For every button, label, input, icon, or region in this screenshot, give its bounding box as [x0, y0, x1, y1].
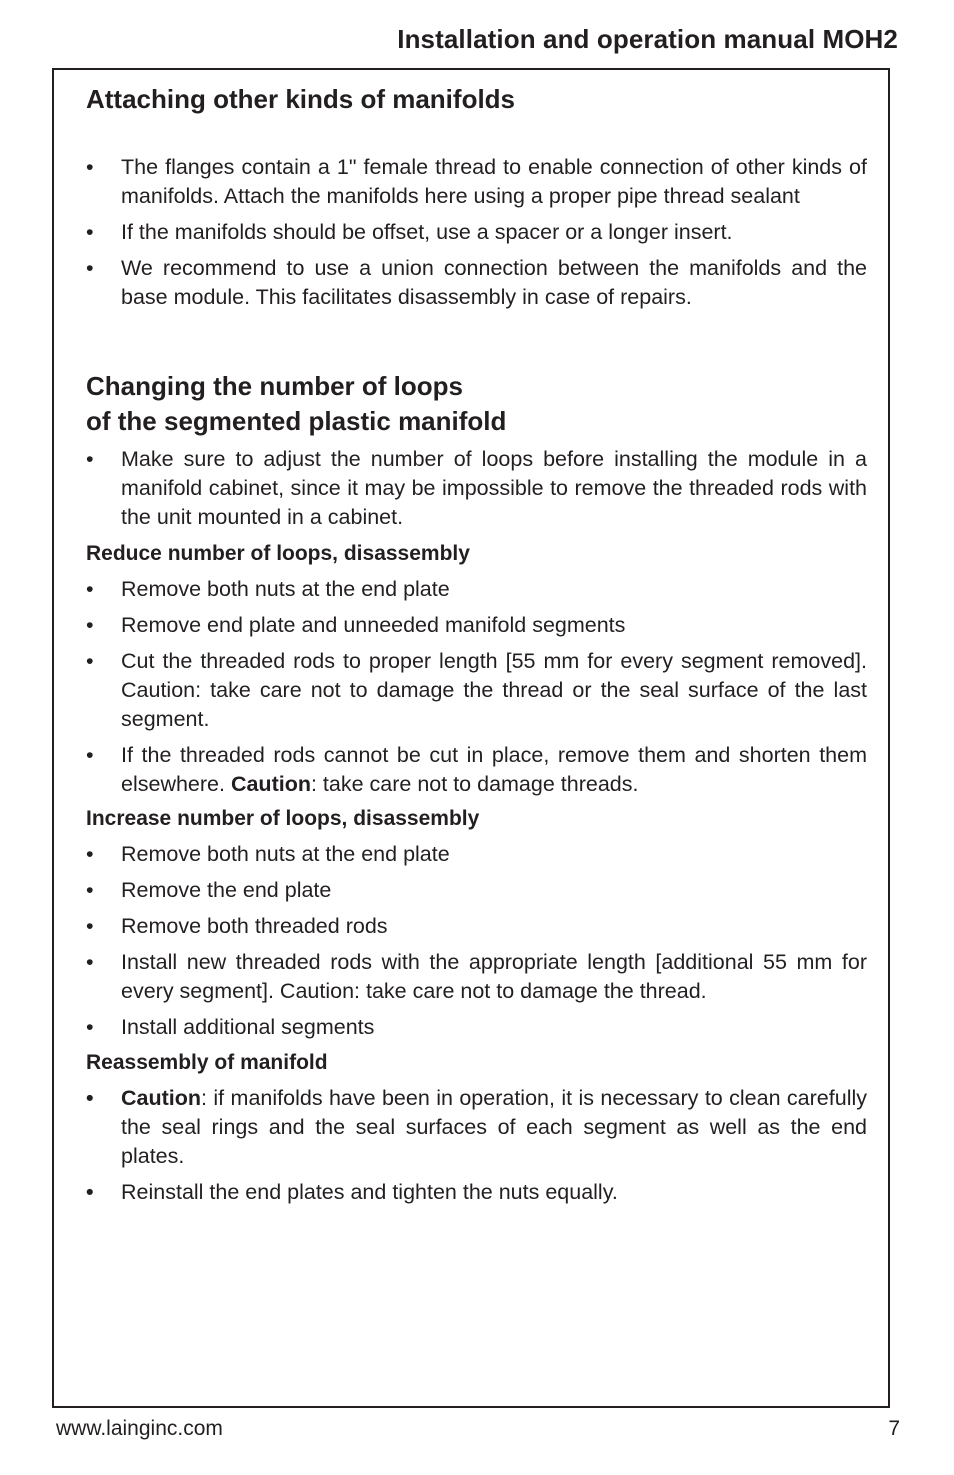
section-heading-changing: [86, 369, 506, 439]
list-item: • If the manifolds should be offset, use a spacer or a longer insert.: [86, 218, 867, 247]
bullet: •: [86, 220, 94, 244]
reassembly-list: [86, 1084, 867, 1214]
bullet: •: [86, 155, 94, 179]
list-item: • Remove both nuts at the end plate: [86, 575, 867, 604]
heading-line-2: of the segmented plastic manifold: [86, 406, 507, 436]
bullet: •: [86, 1180, 94, 1204]
bullet: •: [86, 950, 94, 974]
list-item: • Cut the threaded rods to proper length [55 mm for every segment removed]. Caution: take care not to damage the thread or the seal surface of the last segment.: [86, 649, 867, 731]
subheading-reassembly: Reassembly of manifold: [86, 1051, 328, 1074]
footer-url: www.lainginc.com: [56, 1417, 223, 1440]
bullet: •: [86, 914, 94, 938]
list-item: • Reinstall the end plates and tighten the nuts equally.: [86, 1178, 867, 1207]
list-item: • Remove end plate and unneeded manifold segments: [86, 611, 867, 640]
bullet: •: [86, 256, 94, 280]
list-item: • Remove the end plate: [86, 876, 867, 905]
section-heading-attaching: Attaching other kinds of manifolds: [86, 84, 516, 114]
bullet: •: [86, 649, 94, 673]
bullet: •: [86, 1086, 94, 1110]
caution-label: Caution: [121, 1086, 202, 1110]
list-item: • Install new threaded rods with the appropriate length [additional 55 mm for every segment]. Caution: take care not to damage the thread.: [86, 950, 867, 1003]
bullet: •: [86, 613, 94, 637]
list-item: • Make sure to adjust the number of loops before installing the module in a manifold cabinet, since it may be impossible to remove the threaded rods with the unit mounted in a cabinet.: [86, 447, 867, 529]
bullet: •: [86, 878, 94, 902]
running-header: Installation and operation manual MOH2: [397, 24, 898, 54]
list-item: • Remove both threaded rods: [86, 912, 867, 941]
list-item: • Remove both nuts at the end plate: [86, 840, 867, 869]
heading-line-1: Changing the number of loops: [86, 371, 463, 401]
bullet: •: [86, 842, 94, 866]
bullet: •: [86, 1015, 94, 1039]
page-number: 7: [888, 1417, 900, 1440]
increase-list: [86, 840, 867, 1049]
subheading-increase: Increase number of loops, disassembly: [86, 807, 480, 830]
reduce-list: [86, 575, 867, 806]
list-item: • We recommend to use a union connection between the manifolds and the base module. This facilitates disassembly in case of repairs.: [86, 256, 867, 309]
attaching-list: [86, 153, 867, 319]
bullet: •: [86, 743, 94, 767]
bullet: •: [86, 577, 94, 601]
subheading-reduce: Reduce number of loops, disassembly: [86, 542, 470, 565]
caution-label: Caution: [230, 772, 311, 796]
bullet: •: [86, 447, 94, 471]
list-item: • If the threaded rods cannot be cut in place, remove them and shorten them elsewhere. Caution: take care not to damage threads.: [86, 743, 867, 796]
list-item: • Install additional segments: [86, 1013, 867, 1042]
list-item: • Caution: if manifolds have been in operation, it is necessary to clean carefully the seal rings and the seal surfaces of each segment as well as the end plates.: [86, 1086, 867, 1168]
list-item: • The flanges contain a 1" female thread to enable connection of other kinds of manifolds. Attach the manifolds here using a proper pipe thread sealant: [86, 155, 867, 208]
changing-list: [86, 445, 867, 539]
